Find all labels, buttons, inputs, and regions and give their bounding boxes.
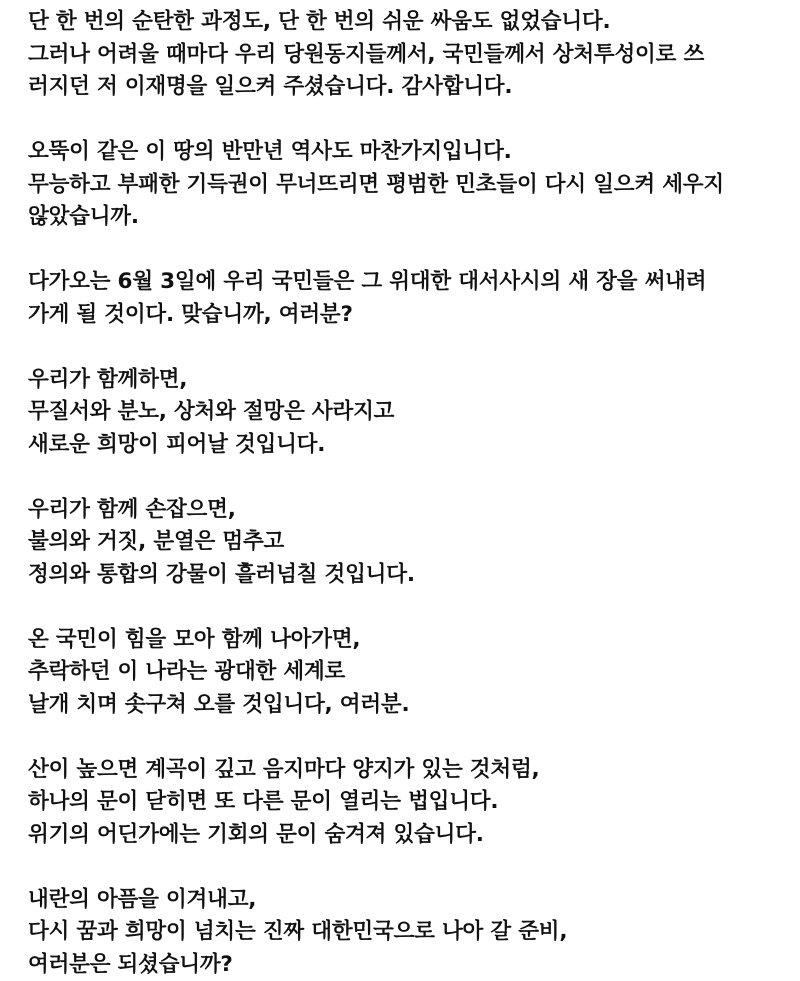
text-line: 오뚝이 같은 이 땅의 반만년 역사도 마찬가지입니다. — [28, 136, 788, 169]
text-line: 무능하고 부패한 기득권이 무너뜨리면 평범한 민초들이 다시 일으켜 세우지 — [28, 169, 788, 202]
speech-document — [28, 6, 788, 981]
text-line: 여러분은 되셨습니까? — [28, 949, 788, 981]
text-line: 하나의 문이 닫히면 또 다른 문이 열리는 법입니다. — [28, 786, 788, 819]
text-line: 그러나 어려울 때마다 우리 당원동지들께서, 국민들께서 상처투성이로 쓰 — [28, 39, 788, 72]
text-line: 날개 치며 솟구쳐 오를 것입니다, 여러분. — [28, 689, 788, 722]
paragraph-4 — [28, 364, 788, 462]
paragraph-7 — [28, 754, 788, 852]
text-line: 가게 될 것이다. 맞습니까, 여러분? — [28, 299, 788, 332]
text-line: 정의와 통합의 강물이 흘러넘칠 것입니다. — [28, 559, 788, 592]
text-line: 다시 꿈과 희망이 넘치는 진짜 대한민국으로 나아 갈 준비, — [28, 916, 788, 949]
paragraph-1 — [28, 6, 788, 104]
paragraph-2 — [28, 136, 788, 234]
text-line: 불의와 거짓, 분열은 멈추고 — [28, 526, 788, 559]
text-line: 우리가 함께 손잡으면, — [28, 494, 788, 527]
text-line: 러지던 저 이재명을 일으켜 주셨습니다. 감사합니다. — [28, 71, 788, 104]
text-line: 위기의 어딘가에는 기회의 문이 숨겨져 있습니다. — [28, 819, 788, 852]
paragraph-6 — [28, 624, 788, 722]
text-line: 우리가 함께하면, — [28, 364, 788, 397]
text-line: 내란의 아픔을 이겨내고, — [28, 884, 788, 917]
text-line: 온 국민이 힘을 모아 함께 나아가면, — [28, 624, 788, 657]
text-line: 새로운 희망이 피어날 것입니다. — [28, 429, 788, 462]
text-line: 않았습니까. — [28, 201, 788, 234]
paragraph-3 — [28, 266, 788, 331]
paragraph-5 — [28, 494, 788, 592]
text-line: 단 한 번의 순탄한 과정도, 단 한 번의 쉬운 싸움도 없었습니다. — [28, 6, 788, 39]
paragraph-8 — [28, 884, 788, 981]
text-line: 무질서와 분노, 상처와 절망은 사라지고 — [28, 396, 788, 429]
text-line: 다가오는 6월 3일에 우리 국민들은 그 위대한 대서사시의 새 장을 써내려 — [28, 266, 788, 299]
text-line: 산이 높으면 계곡이 깊고 음지마다 양지가 있는 것처럼, — [28, 754, 788, 787]
text-line: 추락하던 이 나라는 광대한 세계로 — [28, 656, 788, 689]
